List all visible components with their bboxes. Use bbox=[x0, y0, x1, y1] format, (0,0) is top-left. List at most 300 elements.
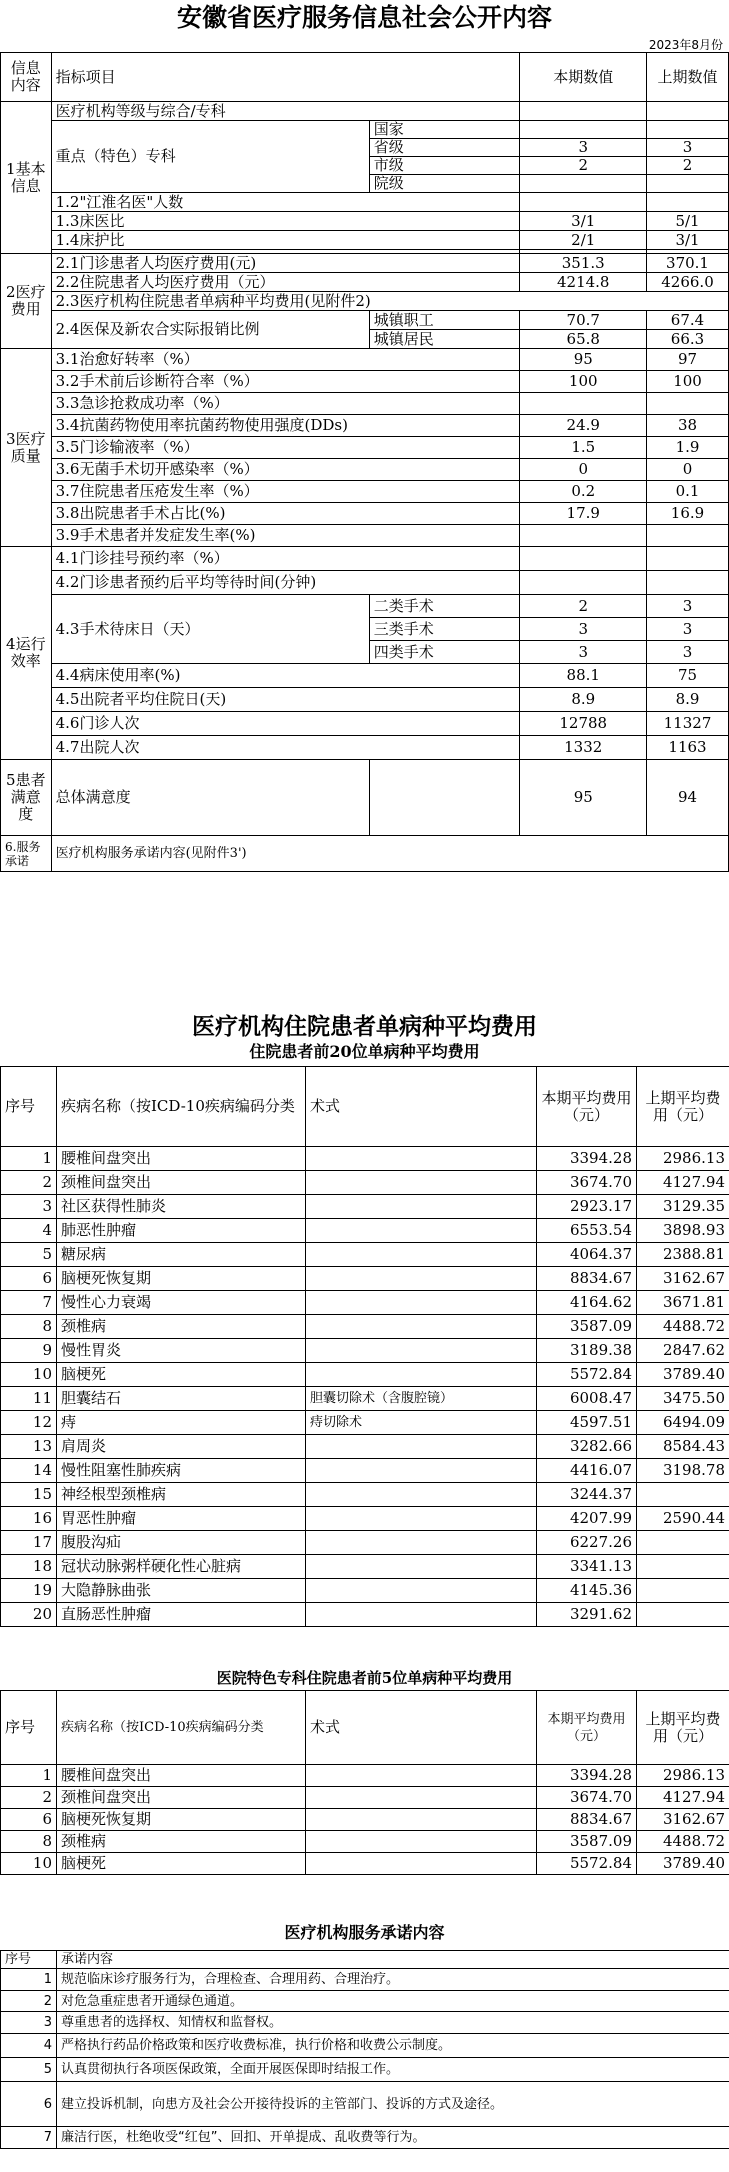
table-row bbox=[1, 1459, 729, 1483]
value-previous: 11327 bbox=[647, 712, 729, 736]
table-row bbox=[1, 437, 729, 459]
header-previous: 上期数值 bbox=[647, 53, 729, 102]
value-current: 65.8 bbox=[520, 330, 647, 349]
row-label: 3.4抗菌药物使用率抗菌药物使用强度(DDs) bbox=[51, 415, 520, 437]
previous-cost: 4488.72 bbox=[637, 1315, 729, 1339]
procedure-name bbox=[306, 1219, 537, 1243]
table-row bbox=[1, 393, 729, 415]
disease-name: 腰椎间盘突出 bbox=[57, 1765, 306, 1787]
table-row bbox=[1, 481, 729, 503]
table-row bbox=[1, 254, 729, 273]
table-row bbox=[1, 292, 729, 311]
procedure-name bbox=[306, 1787, 537, 1809]
procedure-name bbox=[306, 1291, 537, 1315]
value-previous: 1.9 bbox=[647, 437, 729, 459]
previous-cost: 3671.81 bbox=[637, 1291, 729, 1315]
value-current: 1332 bbox=[520, 736, 647, 760]
row-number: 7 bbox=[1, 2127, 57, 2149]
table-header-row bbox=[1, 1951, 729, 1969]
disease-name: 慢性心力衰竭 bbox=[57, 1291, 306, 1315]
previous-cost: 3198.78 bbox=[637, 1459, 729, 1483]
row-label: 1.2"江淮名医"人数 bbox=[51, 193, 520, 212]
commitment-text: 严格执行药品价格政策和医疗收费标准，执行价格和收费公示制度。 bbox=[57, 2034, 729, 2058]
table-row bbox=[1, 1219, 729, 1243]
value-current: 8.9 bbox=[520, 688, 647, 712]
header-no: 序号 bbox=[1, 1691, 57, 1765]
commitment-text: 规范临床诊疗服务行为，合理检查、合理用药、合理治疗。 bbox=[57, 1969, 729, 1991]
procedure-name bbox=[306, 1171, 537, 1195]
table-row bbox=[1, 1991, 729, 2012]
value-current bbox=[520, 547, 647, 571]
value-previous: 0.1 bbox=[647, 481, 729, 503]
table-row bbox=[1, 1853, 729, 1875]
row-label: 2.1门诊患者人均医疗费用(元) bbox=[51, 254, 520, 273]
row-sub-label: 四类手术 bbox=[369, 641, 520, 664]
procedure-name bbox=[306, 1483, 537, 1507]
table-header-row bbox=[1, 1691, 729, 1765]
disease-name: 脑梗死 bbox=[57, 1363, 306, 1387]
commitment-text: 对危急重症患者开通绿色通道。 bbox=[57, 1991, 729, 2012]
disease-name: 胃恶性肿瘤 bbox=[57, 1507, 306, 1531]
value-previous bbox=[647, 121, 729, 139]
current-cost: 8834.67 bbox=[537, 1267, 637, 1291]
value-previous bbox=[647, 525, 729, 547]
row-number: 5 bbox=[1, 1243, 57, 1267]
table-row bbox=[1, 1363, 729, 1387]
t2-title: 医疗机构住院患者单病种平均费用 bbox=[192, 1013, 537, 1040]
table-row bbox=[1, 1291, 729, 1315]
value-previous: 1163 bbox=[647, 736, 729, 760]
value-current: 70.7 bbox=[520, 311, 647, 330]
row-number: 19 bbox=[1, 1579, 57, 1603]
table-row bbox=[1, 836, 729, 872]
disease-cost-table bbox=[0, 1066, 729, 1627]
row-sub-label: 二类手术 bbox=[369, 595, 520, 618]
value-current: 95 bbox=[520, 760, 647, 836]
disease-name: 直肠恶性肿瘤 bbox=[57, 1603, 306, 1627]
row-number: 1 bbox=[1, 1765, 57, 1787]
current-cost: 3282.66 bbox=[537, 1435, 637, 1459]
value-previous: 100 bbox=[647, 371, 729, 393]
table-row bbox=[1, 193, 729, 212]
table-row bbox=[1, 1411, 729, 1435]
table-header-row bbox=[1, 53, 729, 102]
row-number: 18 bbox=[1, 1555, 57, 1579]
value-previous: 3 bbox=[647, 139, 729, 157]
procedure-name bbox=[306, 1339, 537, 1363]
value-previous: 0 bbox=[647, 459, 729, 481]
t3-title: 医院特色专科住院患者前5位单病种平均费用 bbox=[216, 1669, 513, 1687]
disease-name: 脑梗死 bbox=[57, 1853, 306, 1875]
disease-name: 脑梗死恢复期 bbox=[57, 1809, 306, 1831]
row-number: 16 bbox=[1, 1507, 57, 1531]
row-label: 4.2门诊患者预约后平均等待时间(分钟) bbox=[51, 571, 520, 595]
value-current bbox=[520, 175, 647, 193]
row-label: 4.5出院者平均住院日(天) bbox=[51, 688, 520, 712]
procedure-name: 胆囊切除术（含腹腔镜） bbox=[306, 1387, 537, 1411]
value-previous: 66.3 bbox=[647, 330, 729, 349]
previous-cost: 8584.43 bbox=[637, 1435, 729, 1459]
table-row bbox=[1, 459, 729, 481]
row-sub-label: 城镇职工 bbox=[369, 311, 520, 330]
row-number: 2 bbox=[1, 1991, 57, 2012]
current-cost: 3189.38 bbox=[537, 1339, 637, 1363]
value-current: 3 bbox=[520, 641, 647, 664]
header-procedure: 术式 bbox=[306, 1067, 537, 1147]
row-label: 3.6无菌手术切开感染率（%） bbox=[51, 459, 520, 481]
value-previous: 16.9 bbox=[647, 503, 729, 525]
previous-cost: 4488.72 bbox=[637, 1831, 729, 1853]
header-current-cost: 本期平均费用（元） bbox=[537, 1691, 637, 1765]
row-label: 1.4床护比 bbox=[51, 231, 520, 250]
value-previous: 67.4 bbox=[647, 311, 729, 330]
value-current: 88.1 bbox=[520, 664, 647, 688]
value-previous: 38 bbox=[647, 415, 729, 437]
value-current: 3 bbox=[520, 618, 647, 641]
value-current: 0.2 bbox=[520, 481, 647, 503]
header-no: 序号 bbox=[1, 1951, 57, 1969]
table-row bbox=[1, 1831, 729, 1853]
row-label: 3.8出院患者手术占比(%) bbox=[51, 503, 520, 525]
current-cost: 4145.36 bbox=[537, 1579, 637, 1603]
row-number: 10 bbox=[1, 1853, 57, 1875]
previous-cost: 2847.62 bbox=[637, 1339, 729, 1363]
section-efficiency: 4运行效率 bbox=[1, 547, 52, 760]
table-row bbox=[1, 311, 729, 330]
previous-cost: 2986.13 bbox=[637, 1147, 729, 1171]
value-current: 95 bbox=[520, 349, 647, 371]
table-row bbox=[1, 1579, 729, 1603]
procedure-name bbox=[306, 1555, 537, 1579]
section-quality: 3医疗质量 bbox=[1, 349, 52, 547]
procedure-name bbox=[306, 1315, 537, 1339]
table-row bbox=[1, 664, 729, 688]
row-sub-label: 三类手术 bbox=[369, 618, 520, 641]
row-sub-label: 城镇居民 bbox=[369, 330, 520, 349]
row-label: 3.9手术患者并发症发生率(%) bbox=[51, 525, 520, 547]
table-row bbox=[1, 525, 729, 547]
table-row bbox=[1, 1435, 729, 1459]
row-label: 4.4病床使用率(%) bbox=[51, 664, 520, 688]
procedure-name bbox=[306, 1459, 537, 1483]
previous-cost: 3162.67 bbox=[637, 1809, 729, 1831]
table-row bbox=[1, 712, 729, 736]
disease-name: 糖尿病 bbox=[57, 1243, 306, 1267]
disease-name: 冠状动脉粥样硬化性心脏病 bbox=[57, 1555, 306, 1579]
value-current: 0 bbox=[520, 459, 647, 481]
disease-name: 慢性胃炎 bbox=[57, 1339, 306, 1363]
disease-name: 颈椎病 bbox=[57, 1315, 306, 1339]
row-number: 14 bbox=[1, 1459, 57, 1483]
table-row bbox=[1, 102, 729, 121]
header-info: 信息内容 bbox=[1, 53, 52, 102]
table-row bbox=[1, 1339, 729, 1363]
header-content: 承诺内容 bbox=[57, 1951, 729, 1969]
procedure-name bbox=[306, 1579, 537, 1603]
disease-name: 肩周炎 bbox=[57, 1435, 306, 1459]
table-row bbox=[1, 2012, 729, 2034]
row-label: 3.2手术前后诊断符合率（%） bbox=[51, 371, 520, 393]
table-row bbox=[1, 349, 729, 371]
procedure-name bbox=[306, 1147, 537, 1171]
value-current: 12788 bbox=[520, 712, 647, 736]
disease-name: 神经根型颈椎病 bbox=[57, 1483, 306, 1507]
row-number: 1 bbox=[1, 1147, 57, 1171]
row-label: 4.7出院人次 bbox=[51, 736, 520, 760]
previous-cost bbox=[637, 1555, 729, 1579]
table-row bbox=[1, 1171, 729, 1195]
value-previous: 5/1 bbox=[647, 212, 729, 231]
row-label: 1.3床医比 bbox=[51, 212, 520, 231]
header-disease: 疾病名称（按ICD-10疾病编码分类 bbox=[57, 1067, 306, 1147]
row-label: 医疗机构服务承诺内容(见附件3') bbox=[51, 836, 728, 872]
value-previous: 3 bbox=[647, 595, 729, 618]
row-label: 2.3医疗机构住院患者单病种平均费用(见附件2) bbox=[51, 292, 728, 311]
value-current: 4214.8 bbox=[520, 273, 647, 292]
table-row bbox=[1, 1969, 729, 1991]
table-row bbox=[1, 1555, 729, 1579]
row-number: 2 bbox=[1, 1171, 57, 1195]
row-label: 总体满意度 bbox=[51, 760, 369, 836]
value-current: 3/1 bbox=[520, 212, 647, 231]
row-label: 3.5门诊输液率（%） bbox=[51, 437, 520, 459]
row-sub-label: 市级 bbox=[369, 157, 520, 175]
row-number: 3 bbox=[1, 1195, 57, 1219]
table-row bbox=[1, 2034, 729, 2058]
row-number: 8 bbox=[1, 1831, 57, 1853]
disease-name: 颈椎病 bbox=[57, 1831, 306, 1853]
previous-cost: 3789.40 bbox=[637, 1853, 729, 1875]
table-row bbox=[1, 2127, 729, 2149]
disease-name: 颈椎间盘突出 bbox=[57, 1787, 306, 1809]
value-current bbox=[520, 193, 647, 212]
procedure-name bbox=[306, 1831, 537, 1853]
procedure-name bbox=[306, 1809, 537, 1831]
section-basic: 1基本信息 bbox=[1, 102, 52, 254]
table-row bbox=[1, 1315, 729, 1339]
table-row bbox=[1, 1765, 729, 1787]
previous-cost bbox=[637, 1531, 729, 1555]
table-row bbox=[1, 1507, 729, 1531]
table-row bbox=[1, 1531, 729, 1555]
table-header-row bbox=[1, 1067, 729, 1147]
table-row bbox=[1, 2082, 729, 2127]
procedure-name bbox=[306, 1853, 537, 1875]
previous-cost bbox=[637, 1579, 729, 1603]
table-row bbox=[1, 273, 729, 292]
previous-cost: 3898.93 bbox=[637, 1219, 729, 1243]
row-number: 7 bbox=[1, 1291, 57, 1315]
header-no: 序号 bbox=[1, 1067, 57, 1147]
row-number: 17 bbox=[1, 1531, 57, 1555]
disease-name: 胆囊结石 bbox=[57, 1387, 306, 1411]
current-cost: 3674.70 bbox=[537, 1171, 637, 1195]
value-current: 1.5 bbox=[520, 437, 647, 459]
value-previous bbox=[647, 193, 729, 212]
row-number: 5 bbox=[1, 2058, 57, 2082]
t4-title: 医疗机构服务承诺内容 bbox=[284, 1923, 445, 1942]
disease-name: 慢性阻塞性肺疾病 bbox=[57, 1459, 306, 1483]
current-cost: 2923.17 bbox=[537, 1195, 637, 1219]
value-previous: 3/1 bbox=[647, 231, 729, 250]
commitment-table bbox=[0, 1950, 729, 2149]
table-row bbox=[1, 1603, 729, 1627]
disease-name: 社区获得性肺炎 bbox=[57, 1195, 306, 1219]
value-previous bbox=[647, 547, 729, 571]
value-previous bbox=[647, 393, 729, 415]
header-current-cost: 本期平均费用（元） bbox=[537, 1067, 637, 1147]
current-cost: 3587.09 bbox=[537, 1315, 637, 1339]
previous-cost bbox=[637, 1483, 729, 1507]
row-number: 20 bbox=[1, 1603, 57, 1627]
value-current bbox=[520, 525, 647, 547]
table-row bbox=[1, 571, 729, 595]
value-previous: 94 bbox=[647, 760, 729, 836]
report-date: 2023年8月份 bbox=[648, 38, 723, 52]
disease-name: 脑梗死恢复期 bbox=[57, 1267, 306, 1291]
header-disease: 疾病名称（按ICD-10疾病编码分类 bbox=[57, 1691, 306, 1765]
disease-name: 腰椎间盘突出 bbox=[57, 1147, 306, 1171]
procedure-name bbox=[306, 1603, 537, 1627]
disease-name: 腹股沟疝 bbox=[57, 1531, 306, 1555]
current-cost: 4597.51 bbox=[537, 1411, 637, 1435]
row-number: 13 bbox=[1, 1435, 57, 1459]
value-current: 2 bbox=[520, 595, 647, 618]
previous-cost: 4127.94 bbox=[637, 1171, 729, 1195]
current-cost: 6553.54 bbox=[537, 1219, 637, 1243]
row-label: 医疗机构等级与综合/专科 bbox=[51, 102, 520, 121]
header-previous-cost: 上期平均费用（元） bbox=[637, 1067, 729, 1147]
table-row bbox=[1, 760, 729, 836]
row-label: 3.3急诊抢救成功率（%） bbox=[51, 393, 520, 415]
row-label: 4.6门诊人次 bbox=[51, 712, 520, 736]
table-row bbox=[1, 1147, 729, 1171]
previous-cost: 3129.35 bbox=[637, 1195, 729, 1219]
row-label: 2.2住院患者人均医疗费用（元） bbox=[51, 273, 520, 292]
table-row bbox=[1, 371, 729, 393]
header-item: 指标项目 bbox=[51, 53, 520, 102]
disease-name: 痔 bbox=[57, 1411, 306, 1435]
value-previous: 2 bbox=[647, 157, 729, 175]
table-row bbox=[1, 1195, 729, 1219]
row-sub-label: 院级 bbox=[369, 175, 520, 193]
value-previous: 4266.0 bbox=[647, 273, 729, 292]
procedure-name bbox=[306, 1507, 537, 1531]
procedure-name bbox=[306, 1765, 537, 1787]
value-current: 2 bbox=[520, 157, 647, 175]
current-cost: 5572.84 bbox=[537, 1363, 637, 1387]
procedure-name bbox=[306, 1531, 537, 1555]
table-row bbox=[1, 1483, 729, 1507]
row-number: 2 bbox=[1, 1787, 57, 1809]
previous-cost: 6494.09 bbox=[637, 1411, 729, 1435]
value-current: 100 bbox=[520, 371, 647, 393]
commitment-text: 廉洁行医，杜绝收受“红包”、回扣、开单提成、乱收费等行为。 bbox=[57, 2127, 729, 2149]
commitment-text: 认真贯彻执行各项医保政策，全面开展医保即时结报工作。 bbox=[57, 2058, 729, 2082]
table-row bbox=[1, 1267, 729, 1291]
row-label: 3.7住院患者压疮发生率（%） bbox=[51, 481, 520, 503]
current-cost: 3341.13 bbox=[537, 1555, 637, 1579]
procedure-name bbox=[306, 1243, 537, 1267]
row-label: 4.3手术待床日（天） bbox=[51, 595, 369, 664]
current-cost: 3587.09 bbox=[537, 1831, 637, 1853]
main-info-table bbox=[0, 52, 729, 872]
row-number: 15 bbox=[1, 1483, 57, 1507]
procedure-name bbox=[306, 1195, 537, 1219]
value-previous: 97 bbox=[647, 349, 729, 371]
value-current: 17.9 bbox=[520, 503, 647, 525]
row-number: 6 bbox=[1, 2082, 57, 2127]
row-number: 11 bbox=[1, 1387, 57, 1411]
current-cost: 4207.99 bbox=[537, 1507, 637, 1531]
row-label: 重点（特色）专科 bbox=[51, 121, 369, 193]
table-row bbox=[1, 1243, 729, 1267]
table-row bbox=[1, 595, 729, 618]
row-number: 4 bbox=[1, 2034, 57, 2058]
procedure-name bbox=[306, 1363, 537, 1387]
value-previous: 3 bbox=[647, 618, 729, 641]
procedure-name bbox=[306, 1435, 537, 1459]
table-row bbox=[1, 547, 729, 571]
value-current: 24.9 bbox=[520, 415, 647, 437]
section-satisfaction: 5患者满意度 bbox=[1, 760, 52, 836]
table-row bbox=[1, 688, 729, 712]
previous-cost: 2986.13 bbox=[637, 1765, 729, 1787]
value-previous: 3 bbox=[647, 641, 729, 664]
row-number: 6 bbox=[1, 1267, 57, 1291]
value-current bbox=[520, 571, 647, 595]
current-cost: 3394.28 bbox=[537, 1765, 637, 1787]
current-cost: 6008.47 bbox=[537, 1387, 637, 1411]
row-number: 12 bbox=[1, 1411, 57, 1435]
current-cost: 6227.26 bbox=[537, 1531, 637, 1555]
table-row bbox=[1, 503, 729, 525]
current-cost: 8834.67 bbox=[537, 1809, 637, 1831]
previous-cost bbox=[637, 1603, 729, 1627]
disease-name: 颈椎间盘突出 bbox=[57, 1171, 306, 1195]
table-row bbox=[1, 2058, 729, 2082]
current-cost: 3394.28 bbox=[537, 1147, 637, 1171]
current-cost: 5572.84 bbox=[537, 1853, 637, 1875]
current-cost: 3674.70 bbox=[537, 1787, 637, 1809]
row-number: 4 bbox=[1, 1219, 57, 1243]
current-cost: 3291.62 bbox=[537, 1603, 637, 1627]
section-cost: 2医疗费用 bbox=[1, 254, 52, 349]
current-cost: 4064.37 bbox=[537, 1243, 637, 1267]
row-sub-label: 省级 bbox=[369, 139, 520, 157]
table-row bbox=[1, 1787, 729, 1809]
value-current: 351.3 bbox=[520, 254, 647, 273]
row-number: 9 bbox=[1, 1339, 57, 1363]
table-row bbox=[1, 736, 729, 760]
previous-cost: 2388.81 bbox=[637, 1243, 729, 1267]
commitment-text: 尊重患者的选择权、知情权和监督权。 bbox=[57, 2012, 729, 2034]
value-previous: 8.9 bbox=[647, 688, 729, 712]
row-number: 3 bbox=[1, 2012, 57, 2034]
page-title: 安徽省医疗服务信息社会公开内容 bbox=[176, 3, 552, 32]
row-label: 3.1治愈好转率（%） bbox=[51, 349, 520, 371]
procedure-name bbox=[306, 1267, 537, 1291]
value-previous bbox=[647, 571, 729, 595]
row-sub-label: 国家 bbox=[369, 121, 520, 139]
row-label: 4.1门诊挂号预约率（%） bbox=[51, 547, 520, 571]
value-previous bbox=[647, 175, 729, 193]
current-cost: 3244.37 bbox=[537, 1483, 637, 1507]
table-row bbox=[1, 231, 729, 250]
row-label: 2.4医保及新农合实际报销比例 bbox=[51, 311, 369, 349]
table-row bbox=[1, 1387, 729, 1411]
current-cost: 4164.62 bbox=[537, 1291, 637, 1315]
